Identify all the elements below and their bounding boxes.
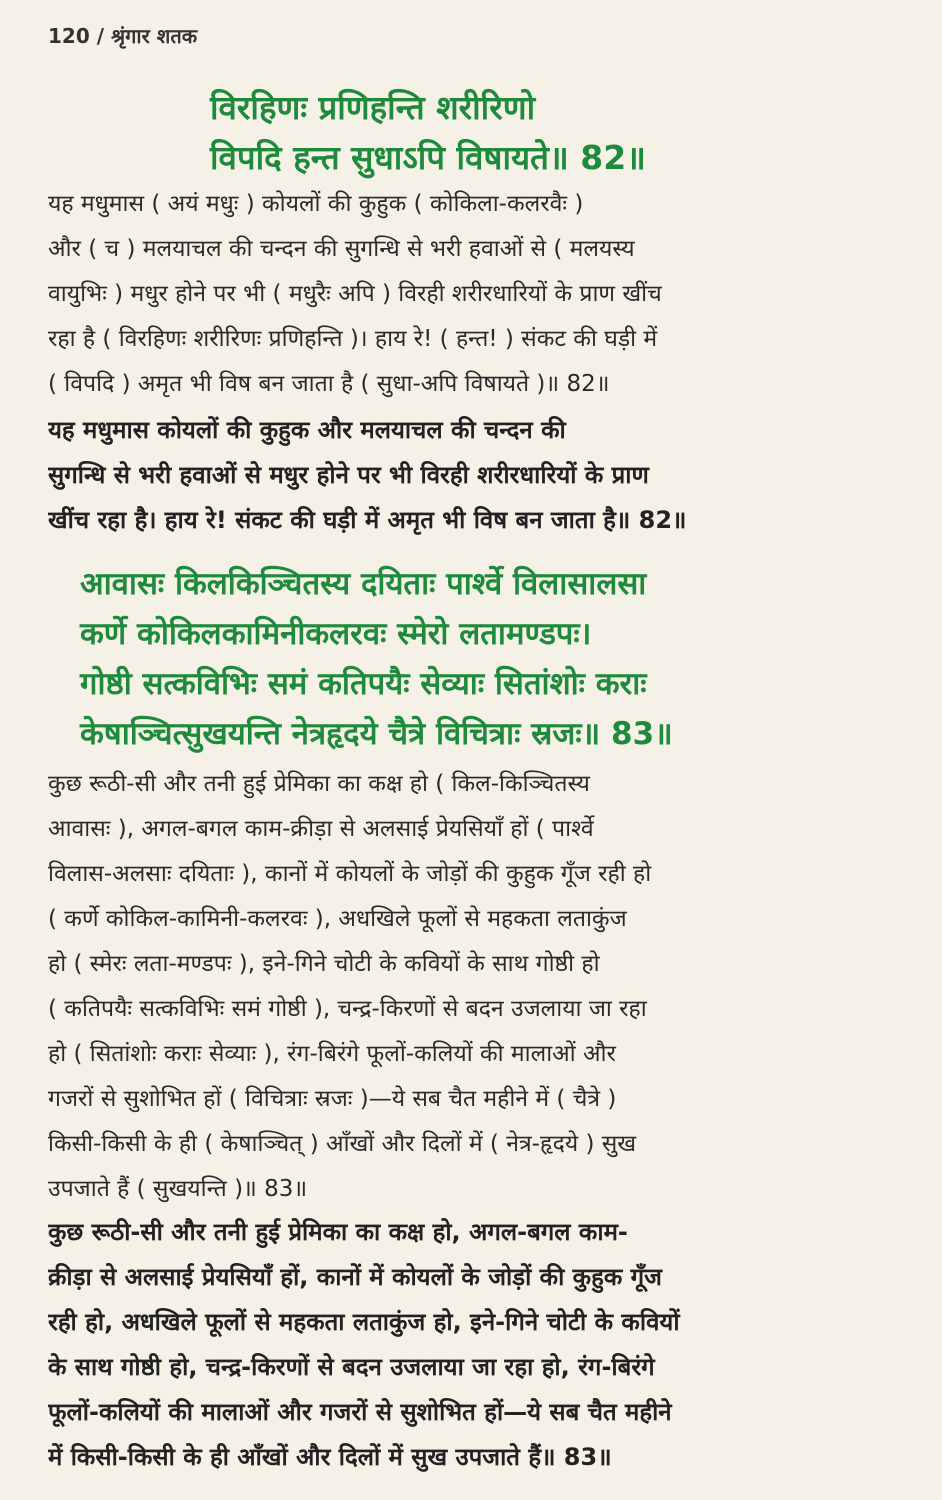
text-line: हो ( स्मेरः लता-मण्डपः ), इने-गिने चोटी के कवियों के साथ गोष्ठी हो xyxy=(48,951,600,977)
text-line: कुछ रूठी-सी और तनी हुई प्रेमिका का कक्ष हो, अगल-बगल काम- xyxy=(48,1218,628,1246)
text-line: उपजाते हैं ( सुखयन्ति )॥ 83॥ xyxy=(48,1176,308,1202)
translation-82 xyxy=(48,182,898,407)
text-line: ( कर्णे कोकिल-कामिनी-कलरवः ), अधखिले फूलों से महकता लताकुंज xyxy=(48,906,627,932)
text-line: कुछ रूठी-सी और तनी हुई प्रेमिका का कक्ष हो ( किल-किञ्चितस्य xyxy=(48,771,590,797)
text-line: आवासः ), अगल-बगल काम-क्रीड़ा से अलसाई प्रेयसियाँ हों ( पार्श्वे xyxy=(48,816,594,842)
text-line: सुगन्धि से भरी हवाओं से मधुर होने पर भी विरही शरीरधारियों के प्राण xyxy=(48,461,649,489)
verse-83-line-2: कर्णे कोकिलकामिनीकलरवः स्मेरो लतामण्डपः। xyxy=(80,616,592,652)
text-line: किसी-किसी के ही ( केषाञ्चित् ) आँखों और दिलों में ( नेत्र-हृदये ) सुख xyxy=(48,1131,637,1157)
text-line: यह मधुमास कोयलों की कुहुक और मलयाचल की चन्दन की xyxy=(48,416,566,444)
page-header: 120 / श्रृंगार शतक xyxy=(48,24,198,48)
text-line: रहा है ( विरहिणः शरीरिणः प्रणिहन्ति )। हाय रे! ( हन्त! ) संकट की घड़ी में xyxy=(48,326,658,352)
text-line: फूलों-कलियों की मालाओं और गजरों से सुशोभित हों—ये सब चैत महीने xyxy=(48,1398,672,1426)
text-line: और ( च ) मलयाचल की चन्दन की सुगन्धि से भरी हवाओं से ( मलयस्य xyxy=(48,236,635,262)
translation-83 xyxy=(48,762,898,1212)
verse-83-line-1: आवासः किलकिञ्चितस्य दयिताः पार्श्वे विलासालसा xyxy=(80,566,647,602)
verse-82-line-2: विपदि हन्त सुधाऽपि विषायते॥ 82॥ xyxy=(210,138,646,177)
text-line: ( विपदि ) अमृत भी विष बन जाता है ( सुधा-अपि विषायते )॥ 82॥ xyxy=(48,371,610,397)
verse-83-line-4: केषाञ्चित्सुखयन्ति नेत्रहृदये चैत्रे विचित्राः स्रजः॥ 83॥ xyxy=(80,716,673,752)
text-line: ( कतिपयैः सत्कविभिः समं गोष्ठी ), चन्द्र-किरणों से बदन उजलाया जा रहा xyxy=(48,996,647,1022)
text-line: रही हो, अधखिले फूलों से महकता लताकुंज हो, इने-गिने चोटी के कवियों xyxy=(48,1308,680,1336)
text-line: हो ( सितांशोः कराः सेव्याः ), रंग-बिरंगे फूलों-कलियों की मालाओं और xyxy=(48,1041,616,1067)
text-line: के साथ गोष्ठी हो, चन्द्र-किरणों से बदन उजलाया जा रहा हो, रंग-बिरंगे xyxy=(48,1353,655,1381)
verse-83-line-3: गोष्ठी सत्कविभिः समं कतिपयैः सेव्याः सितांशोः कराः xyxy=(80,666,647,702)
text-line: में किसी-किसी के ही आँखों और दिलों में सुख उपजाते हैं॥ 83॥ xyxy=(48,1443,612,1471)
text-line: विलास-अलसाः दयिताः ), कानों में कोयलों के जोड़ों की कुहुक गूँज रही हो xyxy=(48,861,652,887)
text-line: क्रीड़ा से अलसाई प्रेयसियाँ हों, कानों में कोयलों के जोड़ों की कुहुक गूँज xyxy=(48,1263,662,1291)
text-line: वायुभिः ) मधुर होने पर भी ( मधुरैः अपि ) विरही शरीरधारियों के प्राण खींच xyxy=(48,281,662,307)
verse-82-line-1: विरहिणः प्रणिहन्ति शरीरिणो xyxy=(210,88,536,127)
text-line: गजरों से सुशोभित हों ( विचित्राः स्रजः )—ये सब चैत महीने में ( चैत्रे ) xyxy=(48,1086,617,1112)
text-line: यह मधुमास ( अयं मधुः ) कोयलों की कुहुक ( कोकिला-कलरवैः ) xyxy=(48,191,584,217)
summary-82 xyxy=(48,408,898,543)
summary-83 xyxy=(48,1210,898,1480)
text-line: खींच रहा है। हाय रे! संकट की घड़ी में अमृत भी विष बन जाता है॥ 82॥ xyxy=(48,506,687,534)
